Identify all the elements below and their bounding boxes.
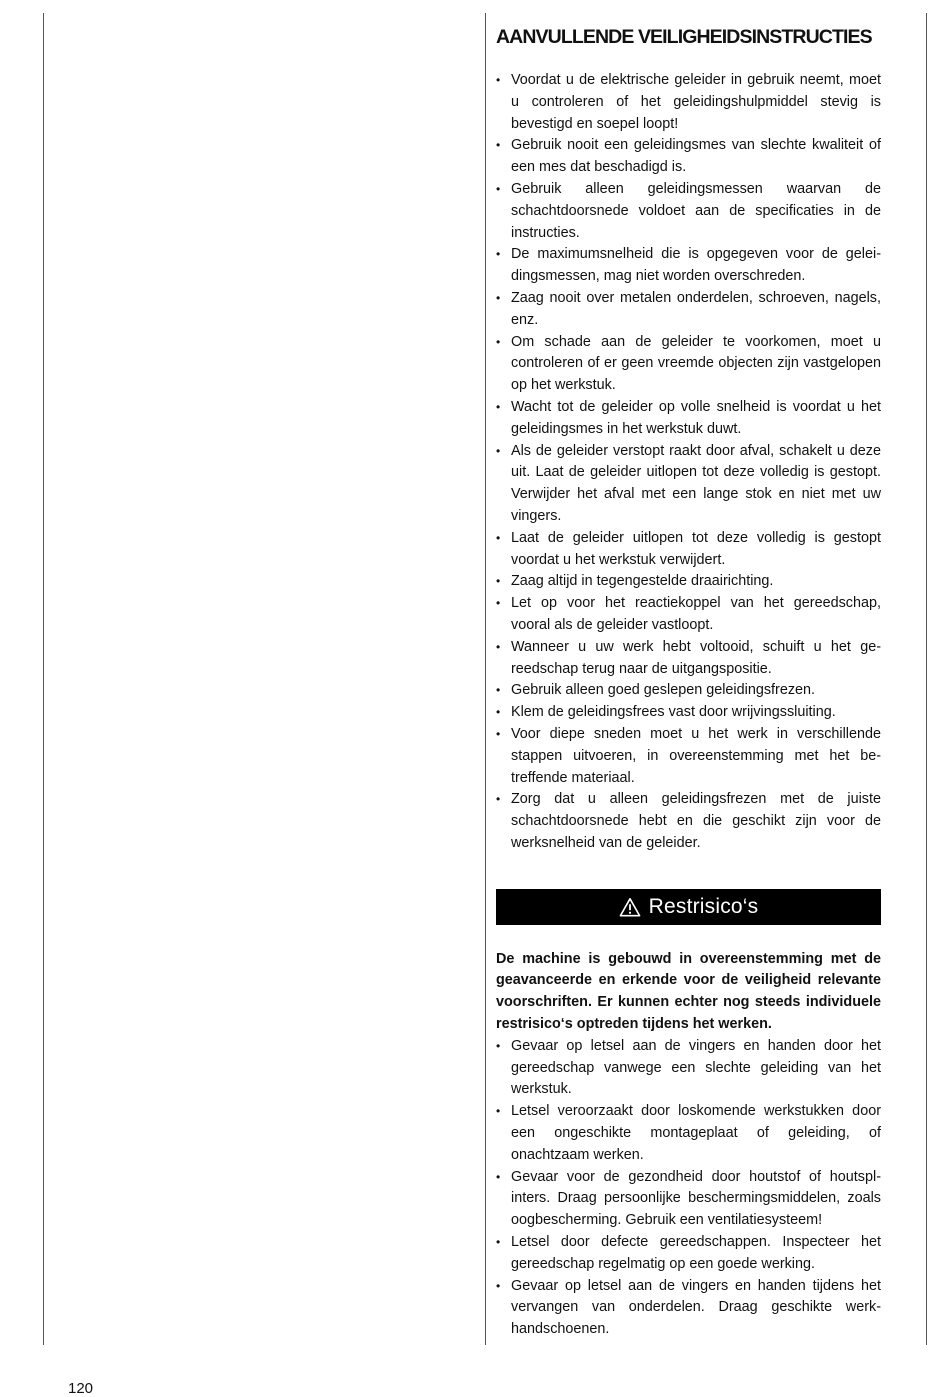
risk-item: • Gevaar voor de gezondheid door houtstof of houtsplinters. Draag persoonlijke beschermingsmiddelen, zoals oogbescherming. Gebruik een ventilatiesysteem! <box>496 1167 881 1232</box>
risk-item: • Letsel door defecte gereedschappen. Inspecteer het gereedschap regelmatig op een goede werking. <box>496 1232 881 1276</box>
risks-banner <box>496 889 881 925</box>
safety-item: • Wacht tot de geleider op volle snelheid is voordat u het geleidingsmes in het werkstuk duwt. <box>496 397 881 441</box>
safety-item: • Gebruik alleen geleidingsmessen waarvan de schachtdoorsnede voldoet aan de specificaties in de instructies. <box>496 179 881 244</box>
safety-item: • Gebruik alleen goed geslepen geleidingsfrezen. <box>496 680 881 702</box>
safety-list <box>496 70 881 855</box>
safety-item: • Gebruik nooit een geleidingsmes van slechte kwaliteit of een mes dat beschadigd is. <box>496 135 881 179</box>
safety-item: • De maximumsnelheid die is opgegeven voor de geleidingsmessen, mag niet worden overschreden. <box>496 244 881 288</box>
safety-item: • Laat de geleider uitlopen tot deze volledig is gestopt voordat u het werkstuk verwijdert. <box>496 528 881 572</box>
safety-item: • Zaag nooit over metalen onderdelen, schroeven, nagels, enz. <box>496 288 881 332</box>
risk-item: • Letsel veroorzaakt door loskomende werkstukken door een ongeschikte montageplaat of geleiding, of onachtzaam werken. <box>496 1101 881 1166</box>
safety-item: • Wanneer u uw werk hebt voltooid, schuift u het gereedschap terug naar de uitgangspositie. <box>496 637 881 681</box>
safety-heading: AANVULLENDE VEILIGHEIDSINSTRUCTIES <box>496 26 872 48</box>
risks-list <box>496 1036 881 1341</box>
risks-intro: De machine is gebouwd in overeenstemming met de geavanceerde en erkende voor de veiligheid relevante voorschriften. Er kunnen echter nog steeds individuele restrisico‘s optreden tijdens het werken. <box>496 950 881 1033</box>
right-margin-rule <box>926 13 927 1345</box>
safety-item: • Let op voor het reactiekoppel van het gereedschap, vooral als de geleider vastloopt. <box>496 593 881 637</box>
safety-item: • Zorg dat u alleen geleidingsfrezen met de juiste schachtdoorsnede hebt en die geschikt zijn voor de werksnelheid van de geleider. <box>496 789 881 854</box>
risks-banner-title: Restrisico‘s <box>648 894 759 918</box>
safety-item: • Als de geleider verstopt raakt door afval, schakelt u deze uit. Laat de geleider uitlopen tot deze volledig is gestopt. Verwijder het afval met een lange stok en niet met uw vingers. <box>496 441 881 528</box>
left-margin-rule <box>43 13 44 1345</box>
column-divider-rule <box>485 13 486 1345</box>
safety-item: • Om schade aan de geleider te voorkomen, moet u controleren of er geen vreemde objecten zijn vastgelopen op het werkstuk. <box>496 332 881 397</box>
risk-item: • Gevaar op letsel aan de vingers en handen tijdens het vervangen van onderdelen. Draag geschikte werkhandschoenen. <box>496 1276 881 1341</box>
warning-triangle-icon <box>619 897 641 917</box>
risk-item: • Gevaar op letsel aan de vingers en handen door het gereedschap vanwege een slechte geleiding van het werkstuk. <box>496 1036 881 1101</box>
safety-item: • Voordat u de elektrische geleider in gebruik neemt, moet u controleren of het geleidingshulpmiddel stevig is bevestigd en soepel loopt! <box>496 70 881 135</box>
right-text-column <box>496 24 881 1341</box>
safety-item: • Klem de geleidingsfrees vast door wrijvingssluiting. <box>496 702 881 724</box>
safety-item: • Zaag altijd in tegengestelde draairichting. <box>496 571 881 593</box>
page-number: 120 <box>68 1380 94 1397</box>
safety-item: • Voor diepe sneden moet u het werk in verschillende stappen uitvoeren, in overeenstemming met het betreffende materiaal. <box>496 724 881 789</box>
